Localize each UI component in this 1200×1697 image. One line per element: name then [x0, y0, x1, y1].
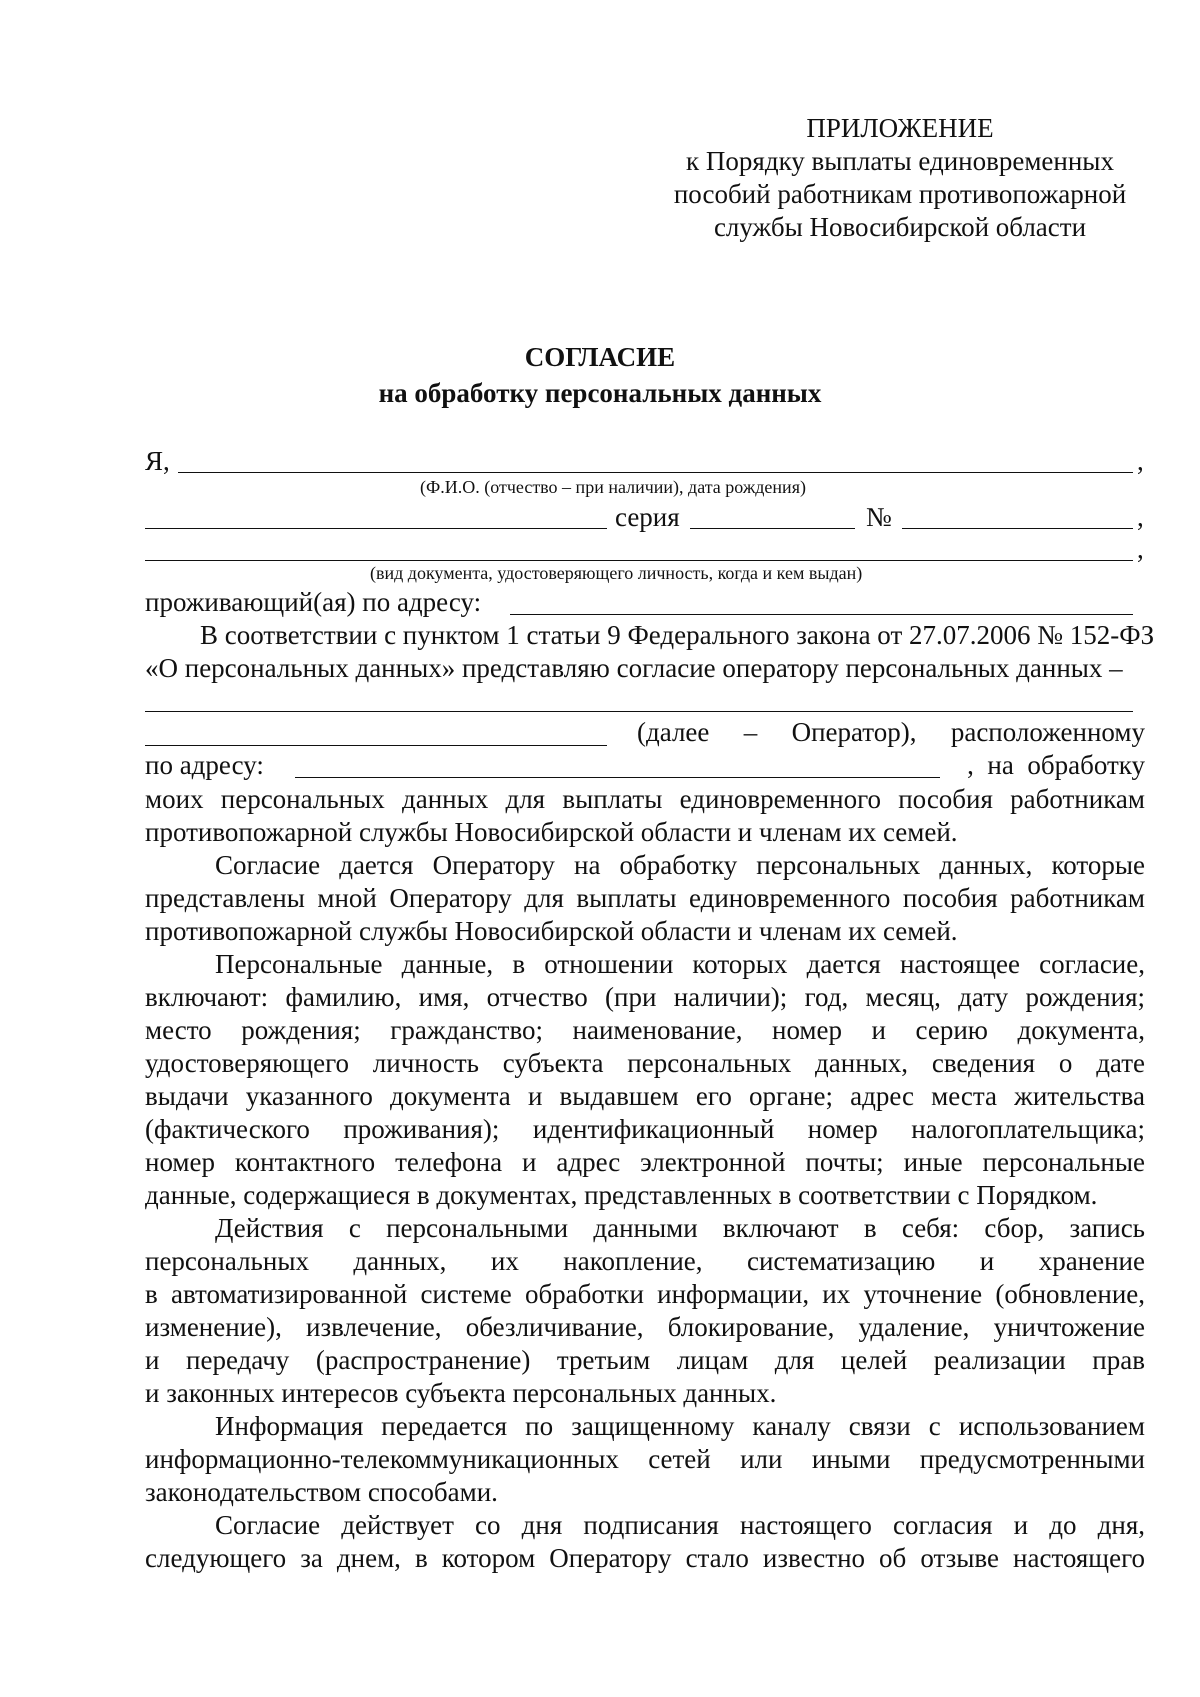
fio-caption: (Ф.И.О. (отчество – при наличии), дата рождения)	[420, 477, 806, 497]
paragraph-line: (фактического проживания); идентификационный номер налогоплательщика;	[145, 1114, 1145, 1144]
paragraph-line: данные, содержащиеся в документах, представленных в соответствии с Порядком.	[145, 1180, 1098, 1210]
paragraph-line: следующего за днем, в котором Оператору стало известно об отзыве настоящего	[145, 1543, 1145, 1573]
operator-address-field[interactable]	[295, 777, 940, 778]
paragraph-personal-data	[145, 948, 1145, 1212]
paragraph-line: удостоверяющего личность субъекта персональных данных, сведения о дате	[145, 1048, 1145, 1078]
residence-label: проживающий(ая) по адресу:	[145, 587, 482, 617]
document-subtitle: на обработку персональных данных	[378, 378, 822, 408]
paragraph-line: изменение), извлечение, обезличивание, блокирование, удаление, уничтожение	[145, 1312, 1145, 1342]
document-caption: (вид документа, удостоверяющего личность, когда и кем выдан)	[370, 563, 863, 583]
paragraph-line: Информация передается по защищенному каналу связи с использованием	[215, 1411, 1145, 1441]
document-title: СОГЛАСИЕ	[524, 342, 676, 372]
fio-field[interactable]	[178, 472, 1133, 473]
paragraph-line: и передачу (распространение) третьим лицам для целей реализации прав	[145, 1345, 1145, 1375]
operator-note	[637, 717, 1145, 747]
paragraph-actions	[145, 1212, 1145, 1410]
intro-line-b: противопожарной службы Новосибирской области и членам их семей.	[145, 817, 958, 847]
residence-address-field[interactable]	[510, 614, 1133, 615]
paragraph-line: законодательством способами.	[145, 1477, 498, 1507]
paragraph-consent	[145, 849, 1145, 948]
number-comma: ,	[1137, 502, 1144, 532]
paragraph-line: Действия с персональными данными включают в себя: сбор, запись	[215, 1213, 1145, 1243]
operator-address-tail: , на обработку	[967, 750, 1145, 780]
intro-paragraph-continuation	[145, 783, 1145, 849]
paragraph-validity	[145, 1509, 1145, 1575]
paragraph-transfer	[145, 1410, 1145, 1509]
intro-line-1: В соответствии с пунктом 1 статьи 9 Федерального закона от 27.07.2006 № 152-ФЗ	[200, 620, 1155, 650]
document-issuer-field[interactable]	[145, 560, 1133, 561]
document-type-field[interactable]	[145, 528, 607, 529]
paragraph-line: персональных данных, их накопление, систематизацию и хранение	[145, 1246, 1145, 1276]
paragraph-line: Согласие дается Оператору на обработку персональных данных, которые	[215, 850, 1145, 880]
series-label: серия	[615, 502, 680, 532]
i-label: Я,	[145, 446, 170, 476]
number-label: №	[866, 502, 892, 532]
operator-note-word-1: (далее	[637, 717, 710, 747]
appendix-line-2: пособий работникам противопожарной	[673, 179, 1127, 209]
operator-note-word-2: –	[743, 717, 758, 747]
fio-comma: ,	[1137, 446, 1144, 476]
appendix-heading: ПРИЛОЖЕНИЕ	[806, 113, 994, 143]
intro-line-a: моих персональных данных для выплаты единовременного пособия работникам	[145, 784, 1145, 814]
paragraph-line: и законных интересов субъекта персональных данных.	[145, 1378, 777, 1408]
paragraph-line: включают: фамилию, имя, отчество (при наличии); год, месяц, дату рождения;	[145, 982, 1145, 1012]
intro-line-2: «О персональных данных» представляю согласие оператору персональных данных –	[145, 653, 1123, 683]
number-field[interactable]	[902, 528, 1133, 529]
appendix-line-3: службы Новосибирской области	[713, 212, 1087, 242]
paragraph-line: Согласие действует со дня подписания настоящего согласия и до дня,	[215, 1510, 1145, 1540]
operator-name-field-1[interactable]	[145, 711, 1133, 712]
operator-name-field-2[interactable]	[145, 745, 607, 746]
series-field[interactable]	[690, 528, 855, 529]
paragraph-line: номер контактного телефона и адрес электронной почты; иные персональные	[145, 1147, 1145, 1177]
paragraph-line: место рождения; гражданство; наименование, номер и серию документа,	[145, 1015, 1145, 1045]
paragraph-line: выдачи указанного документа и выдавшем его органе; адрес места жительства	[145, 1081, 1145, 1111]
appendix-line-1: к Порядку выплаты единовременных	[686, 146, 1114, 176]
paragraph-line: в автоматизированной системе обработки информации, их уточнение (обновление,	[145, 1279, 1145, 1309]
operator-address-label: по адресу:	[145, 750, 264, 780]
appendix-block	[650, 112, 1150, 244]
operator-note-word-4: расположенному	[950, 717, 1145, 747]
paragraph-line: противопожарной службы Новосибирской области и членам их семей.	[145, 916, 958, 946]
paragraph-line: информационно-телекоммуникационных сетей или иными предусмотренными	[145, 1444, 1145, 1474]
paragraph-line: Персональные данные, в отношении которых дается настоящее согласие,	[215, 949, 1145, 979]
paragraph-line: представлены мной Оператору для выплаты единовременного пособия работникам	[145, 883, 1145, 913]
operator-note-word-3: Оператор),	[791, 717, 917, 747]
issuer-comma: ,	[1137, 534, 1144, 564]
